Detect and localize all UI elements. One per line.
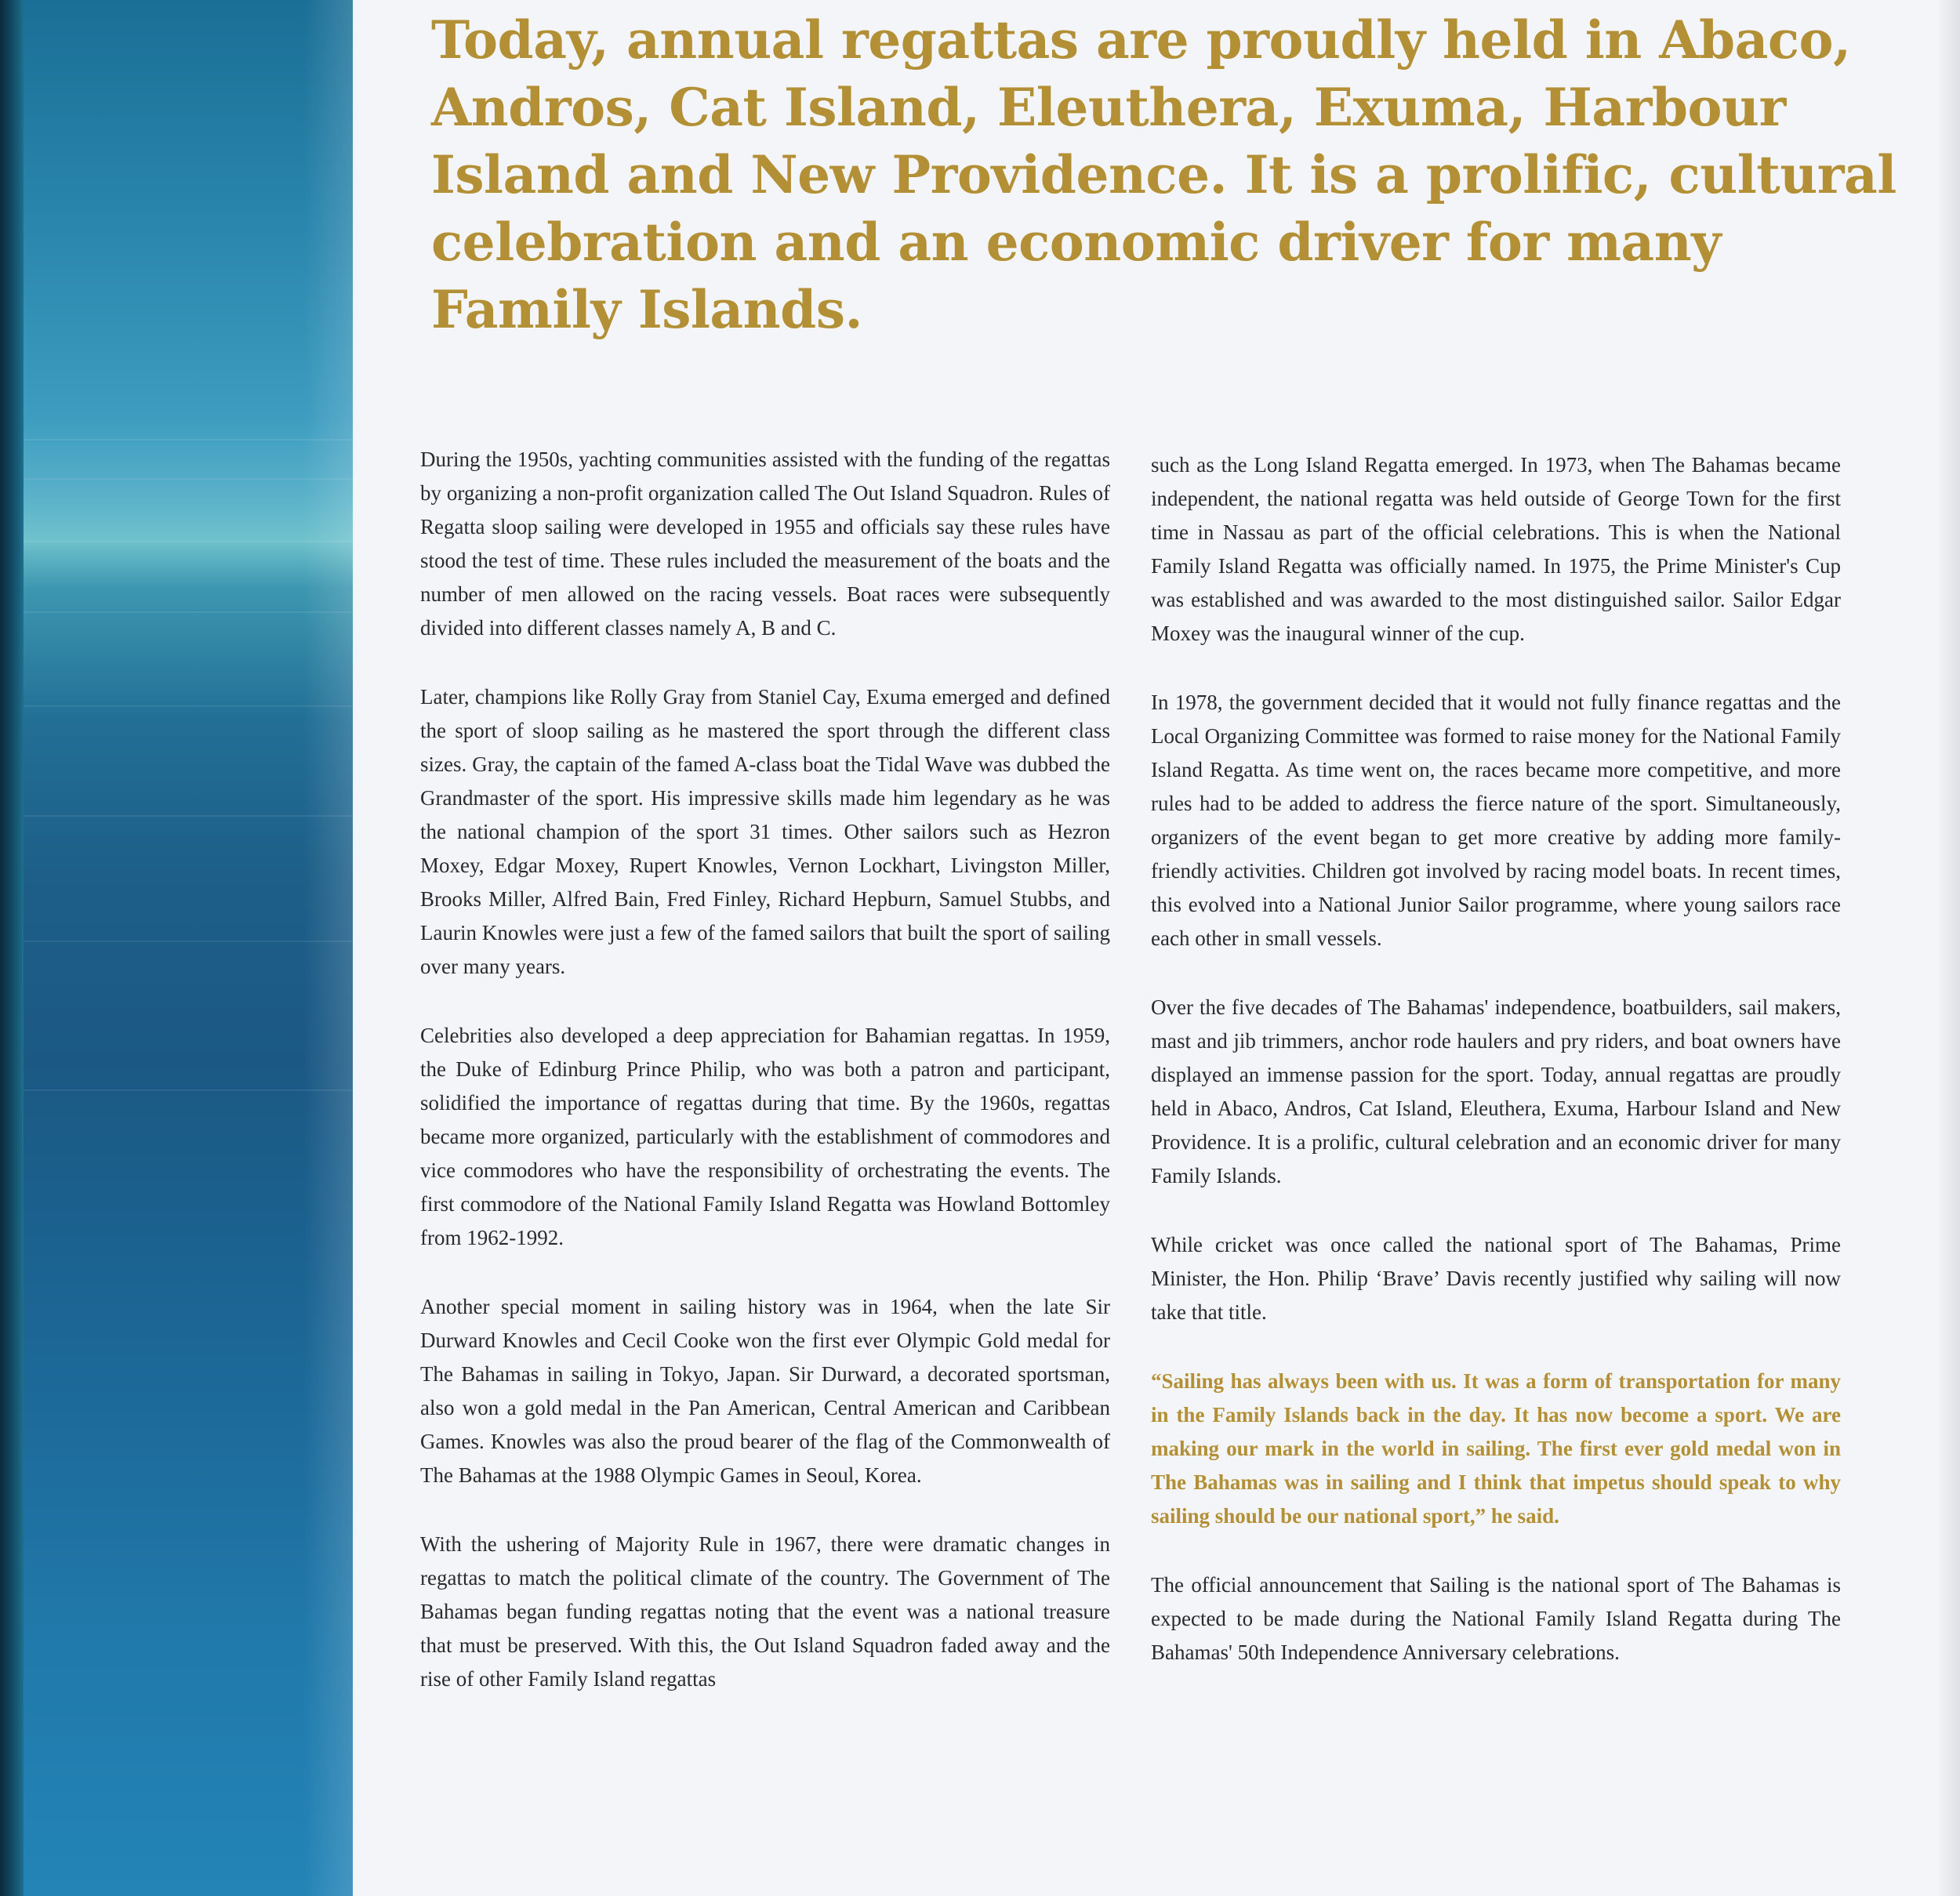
left-column [420, 443, 1110, 1731]
closing-paragraph: The official announcement that Sailing is the national sport of The Bahamas is expected to be made during the National Family Island Regatta during The Bahamas' 50th Independence Anniversary celebrations. [1151, 1573, 1841, 1664]
body-paragraph: While cricket was once called the national sport of The Bahamas, Prime Minister, the Hon. Philip ‘Brave’ Davis recently justified why sailing will now take that title. [1151, 1233, 1841, 1324]
wave-line [24, 611, 353, 613]
wave-line [24, 541, 353, 542]
sea-photo [24, 0, 353, 1896]
body-paragraph: In 1978, the government decided that it would not fully finance regattas and the Local Organizing Committee was formed to raise money for the National Family Island Regatta. As time went on, the races became more competitive, and more rules had to be added to address the fierce nature of the sport. Simultaneously, organizers of the event began to get more creative by adding more family-friendly activities. Children got involved by racing model boats. In recent times, this evolved into a National Junior Sailor programme, where young sailors race each other in small vessels. [1151, 691, 1841, 950]
body-paragraph: Another special moment in sailing history was in 1964, when the late Sir Durward Knowles and Cecil Cooke won the first ever Olympic Gold medal for The Bahamas in sailing in Tokyo, Japan. Sir Durward, a decorated sportsman, also won a gold medal in the Pan American, Central American and Caribbean Games. Knowles was also the proud bearer of the flag of the Commonwealth of The Bahamas at the 1988 Olympic Games in Seoul, Korea. [420, 1295, 1110, 1487]
wave-line [24, 1089, 353, 1091]
body-paragraph: Celebrities also developed a deep appreciation for Bahamian regattas. In 1959, the Duke of Edinburg Prince Philip, who was both a patron and participant, solidified the importance of regattas during that time. By the 1960s, regattas became more organized, particularly with the establishment of commodores and vice commodores who have the responsibility of orchestrating the events. The first commodore of the National Family Island Regatta was Howland Bottomley from 1962-1992. [420, 1024, 1110, 1249]
headline: Today, annual regattas are proudly held in Abaco, Andros, Cat Island, Eleuthera, Exuma, Harbour Island and New Providence. It is a prolific, cultural celebration and an economic driver for many Family Islands. [431, 9, 1896, 340]
wave-line [24, 478, 353, 480]
wave-line [24, 439, 353, 440]
wave-line [24, 815, 353, 817]
pull-quote: “Sailing has always been with us. It was a form of transportation for many in the Family Islands back in the day. It has now become a sport. We are making our mark in the world in sailing. The first ever gold medal won in The Bahamas was in sailing and I think that impetus should speak to why sailing should be our national sport,” he said. [1151, 1369, 1841, 1528]
body-paragraph: Later, champions like Rolly Gray from Staniel Cay, Exuma emerged and defined the sport of sloop sailing as he mastered the sport through the different class sizes. Gray, the captain of the famed A-class boat the Tidal Wave was dubbed the Grandmaster of the sport. His impressive skills made him legendary as he was the national champion of the sport 31 times. Other sailors such as Hezron Moxey, Edgar Moxey, Rupert Knowles, Vernon Lockhart, Livingston Miller, Brooks Miller, Alfred Bain, Fred Finley, Richard Hepburn, Samuel Stubbs, and Laurin Knowles were just a few of the famed sailors that built the sport of sailing over many years. [420, 685, 1110, 978]
page-edge-shadow [1936, 0, 1960, 1896]
body-paragraph: During the 1950s, yachting communities assisted with the funding of the regattas by organizing a non-profit organization called The Out Island Squadron. Rules of Regatta sloop sailing were developed in 1955 and officials say these rules have stood the test of time. These rules included the measurement of the boats and the number of men allowed on the racing vessels. Boat races were subsequently divided into different classes namely A, B and C. [420, 448, 1110, 640]
body-paragraph: such as the Long Island Regatta emerged. In 1973, when The Bahamas became independent, the national regatta was held outside of George Town for the first time in Nassau as part of the official celebrations. This is when the National Family Island Regatta was officially named. In 1975, the Prime Minister's Cup was established and was awarded to the most distinguished sailor. Sailor Edgar Moxey was the inaugural winner of the cup. [1151, 453, 1841, 645]
wave-line [24, 941, 353, 942]
body-paragraph: Over the five decades of The Bahamas' independence, boatbuilders, sail makers, mast and jib trimmers, anchor rode haulers and pry riders, and boat owners have displayed an immense passion for the sport. Today, annual regattas are proudly held in Abaco, Andros, Cat Island, Eleuthera, Exuma, Harbour Island and New Providence. It is a prolific, cultural celebration and an economic driver for many Family Islands. [1151, 995, 1841, 1187]
wave-line [24, 705, 353, 707]
book-spine [0, 0, 24, 1896]
body-paragraph: With the ushering of Majority Rule in 1967, there were dramatic changes in regattas to match the political climate of the country. The Government of The Bahamas began funding regattas noting that the event was a national treasure that must be preserved. With this, the Out Island Squadron faded away and the rise of other Family Island regattas [420, 1532, 1110, 1691]
right-column [1151, 448, 1841, 1705]
